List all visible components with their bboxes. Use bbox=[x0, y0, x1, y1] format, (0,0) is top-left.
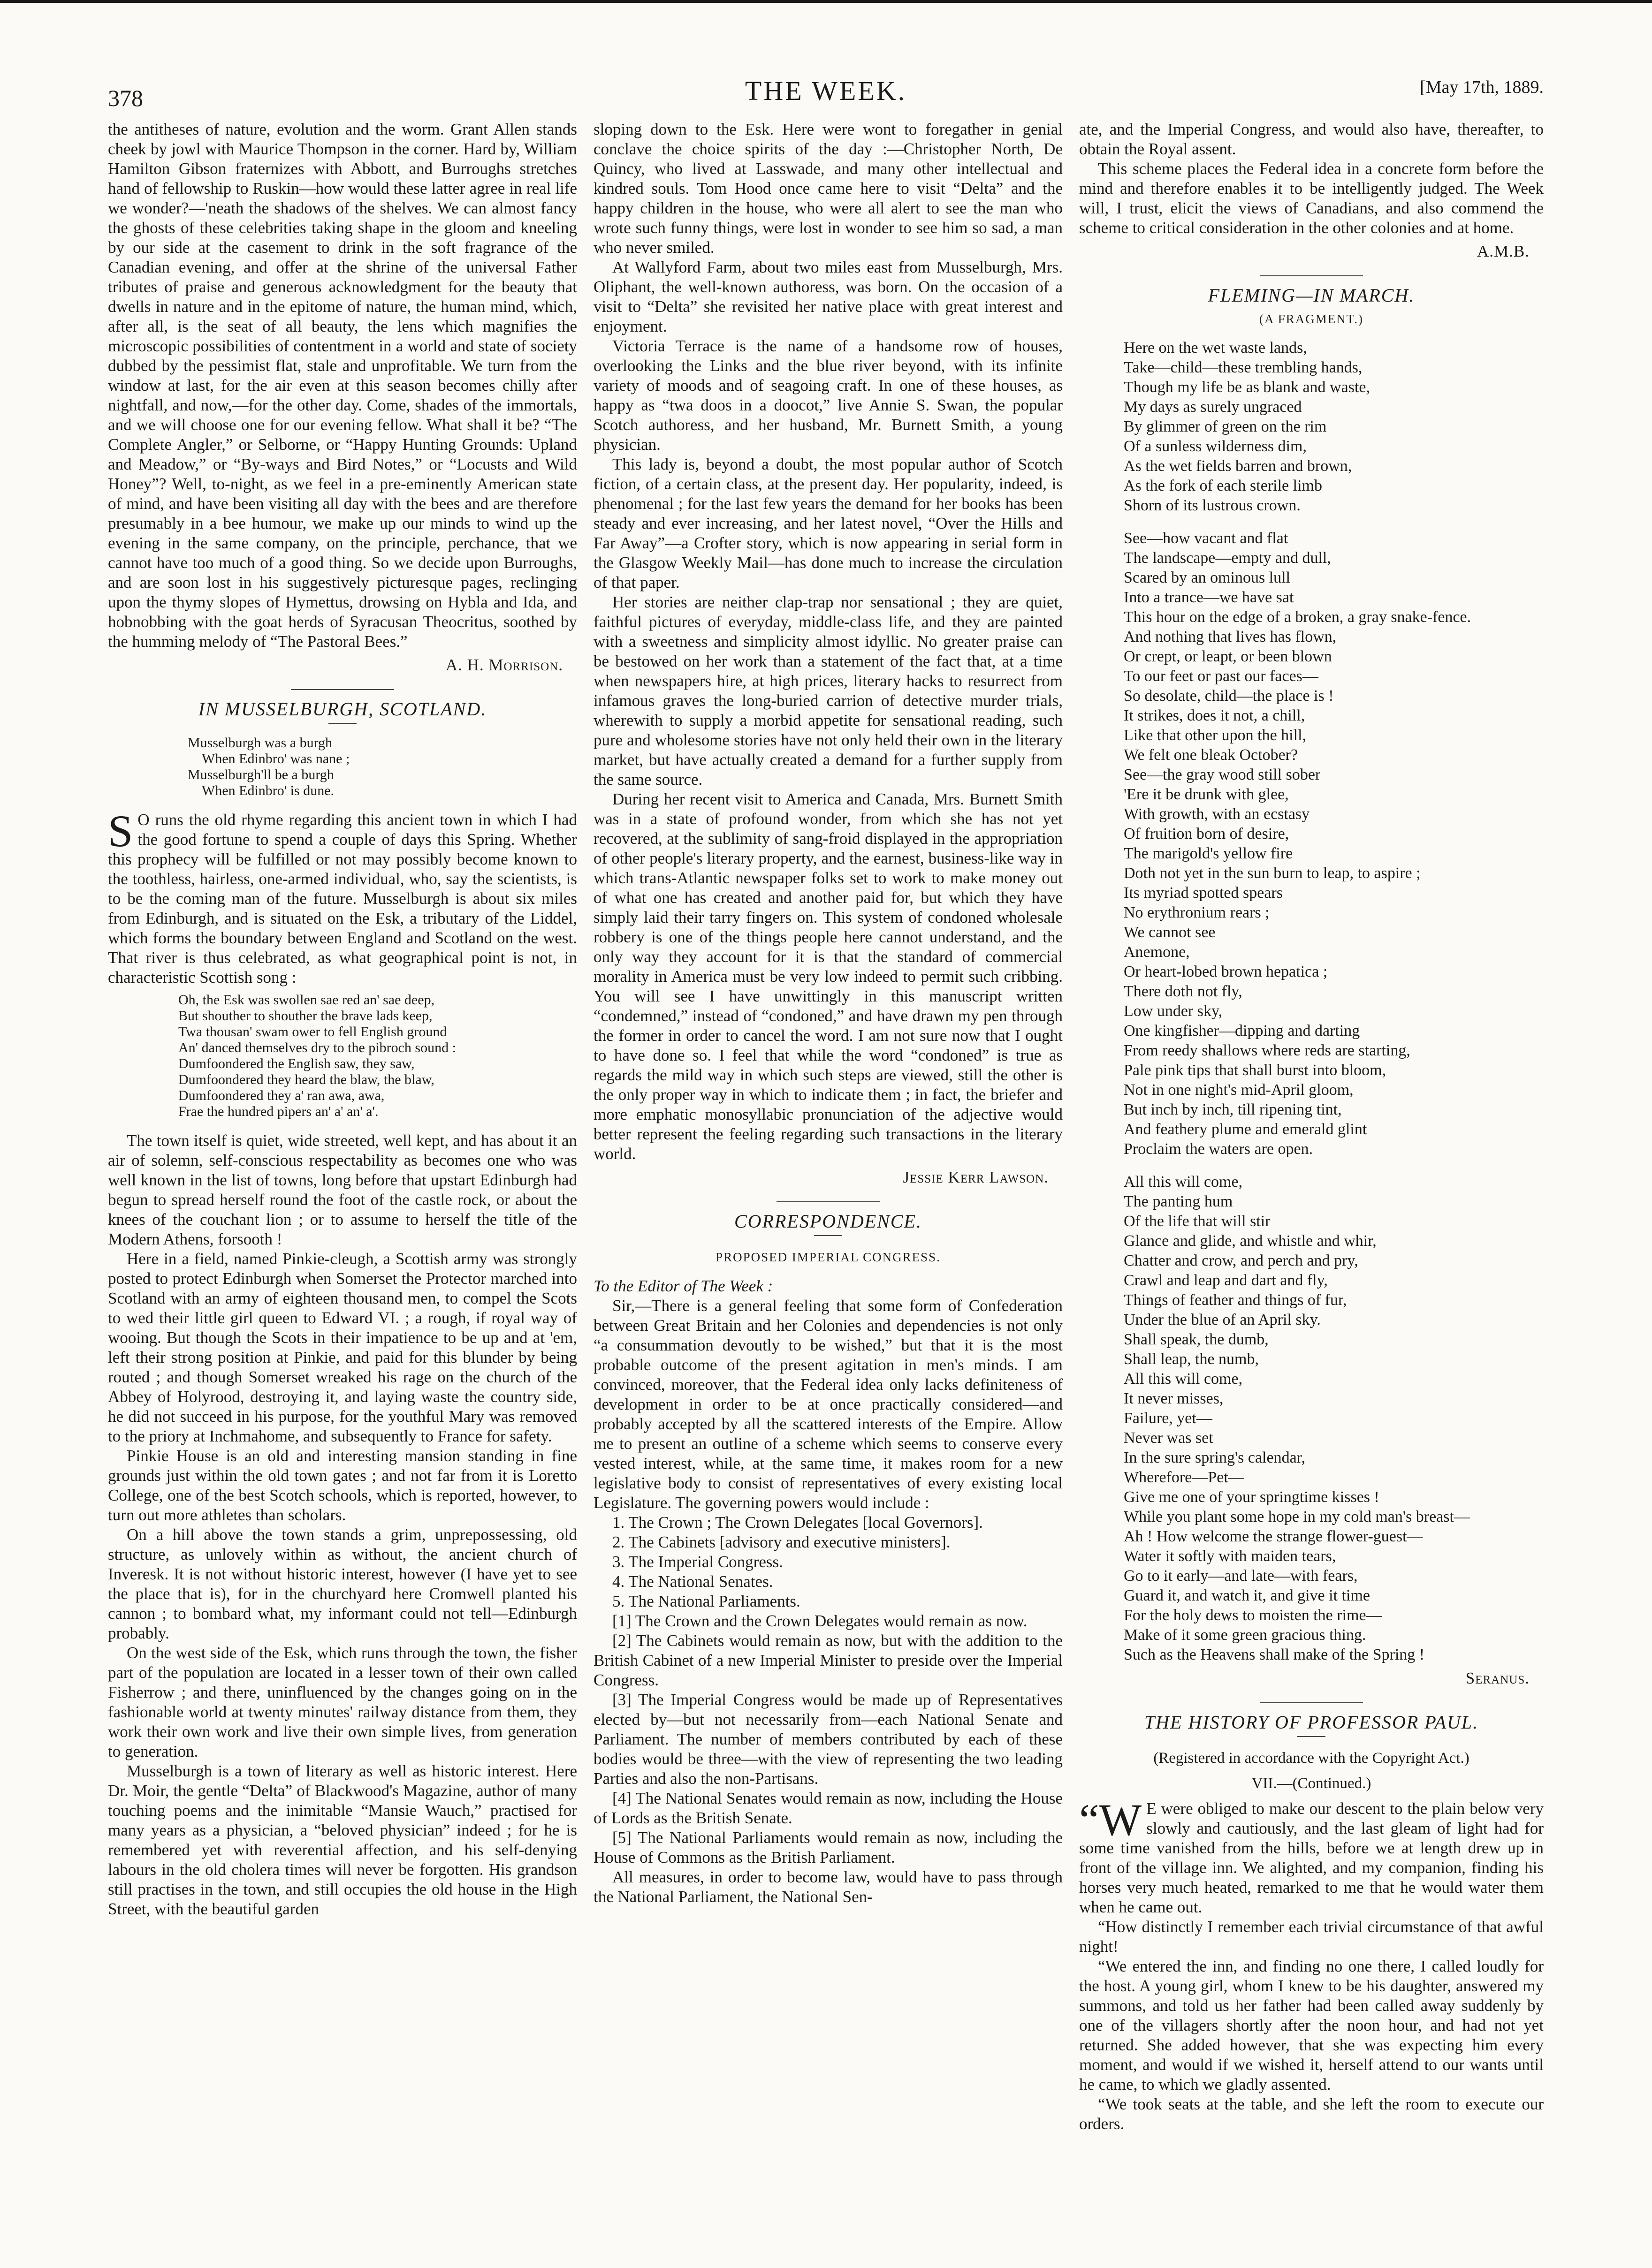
poem-line: As the wet fields barren and brown, bbox=[1124, 457, 1352, 475]
page-number: 378 bbox=[108, 85, 143, 111]
paragraph bbox=[1079, 1795, 1544, 1917]
paragraph bbox=[108, 806, 577, 987]
poem-line: Chatter and crow, and perch and pry, bbox=[1124, 1252, 1358, 1269]
poem-line: Though my life be as blank and waste, bbox=[1124, 379, 1370, 396]
paragraph: the antitheses of nature, evolution and the worm. Grant Allen stands cheek by jowl with Maurice Thompson in the corner. Hard by, William Hamilton Gibson fraternizes with Abbott, and Burroughs stretches hand of fellowship to Ruskin—how would these latter agree in real life we wonder?—'neath the shadows of the shelves. We can almost fancy the ghosts of these celebrities taking shape in the gloom and kneeling by our side at the casement to drink in the soft fragrance of the Canadian evening, and offer at the shrine of the universal Father tributes of praise and generous acknowledgment for the beauty that dwells in nature and in the epitome of nature, the human mind, which, after all, is the seat of all beauty, the lens which magnifies the microscopic possibilities of contentment in a world and state of society dubbed by the pessimist flat, stale and unprofitable. We turn from the window at last, for the air even at this season becomes chilly after nightfall, and now,—for the other day. Come, shades of the immortals, and we will choose one for our evening fellow. What shall it be? “The Complete Angler,” or Selborne, or “Happy Hunting Grounds: Upland and Meadow,” or “By-ways and Bird Notes,” or “Locusts and Wild Honey”? Well, to-night, as we feel in a pre-eminently American state of mind, and have been visiting all day with the bees and are therefore presumably in a bee humour, we make up our minds to wind up the evening in the same company, on the principle, perchance, that we cannot have too much of a good thing. So we decide upon Burroughs, and are soon lost in his suggestively picturesque pages, reclinging upon the thymy slopes of Hymettus, drowsing on Hybla and Ida, and hobnobbing with the goat herds of Syracusan Theocritus, soothed by the humming melody of “The Pastoral Bees.” bbox=[108, 120, 577, 651]
poem-line: Proclaim the waters are open. bbox=[1124, 1140, 1313, 1158]
poem-line: Here on the wet waste lands, bbox=[1124, 339, 1307, 357]
paragraph: [3] The Imperial Congress would be made up of Representatives elected by—but not necessarily from—each National Senate and Parliament. The number of members contributed by each of these bodies would be three—with the view of representing the two leading Parties and also the non-Partisans. bbox=[594, 1691, 1063, 1788]
verse-line: When Edinbro' was nane ; bbox=[202, 751, 350, 766]
paragraph: On a hill above the town stands a grim, unprepossessing, old structure, as unlovely within as without, the ancient church of Inveresk. It is not without historic interest, however (I have yet to see the place that is), for in the churchyard here Cromwell planted his cannon ; to bombard what, my informant could not tell—Edinburgh probably. bbox=[108, 1525, 577, 1642]
heading-rule bbox=[328, 723, 357, 724]
top-rule bbox=[0, 0, 1652, 3]
poem-line: Never was set bbox=[1124, 1429, 1213, 1447]
paragraph: Musselburgh is a town of literary as well as historic interest. Here Dr. Moir, the gentle “Delta” of Blackwood's Magazine, author of many touching poems and the inimitable “Mansie Wauch,” practised for many years as a physician, a “beloved physician” indeed ; for he is remembered yet with reverential affection, and his self-denying labours in the old cholera times will never be forgotten. His grandson still practises in the town, and still occupies the old house in the High Street, with the beautiful garden bbox=[108, 1762, 577, 1918]
heading-rule bbox=[1297, 1736, 1325, 1737]
paragraph: ate, and the Imperial Congress, and would also have, thereafter, to obtain the Royal assent. bbox=[1079, 120, 1544, 158]
poem-line: 'Ere it be drunk with glee, bbox=[1124, 786, 1289, 803]
paragraph: Sir,—There is a general feeling that some form of Confederation between Great Britain and her Colonies and dependencies is not only “a consummation devoutly to be wished,” but that it is the most probable outcome of the present agitation in men's minds. I am convinced, moreover, that the Federal idea only lacks definiteness of development in order to be at once practically considered—and probably accepted by all the scattered interests of the Empire. Allow me to present an outline of a scheme which seems to conserve every vested interest, while, at the same time, it makes room for a new legislative body to consist of representatives of every existing local Legislature. The governing powers would include : bbox=[594, 1297, 1063, 1512]
poem-line: Into a trance—we have sat bbox=[1124, 589, 1294, 606]
poem-line: And feathery plume and emerald glint bbox=[1124, 1121, 1367, 1138]
paragraph: [2] The Cabinets would remain as now, but with the addition to the British Cabinet of a new Imperial Minister to preside over the Imperial Congress. bbox=[594, 1631, 1063, 1689]
poem-subtitle: (A FRAGMENT.) bbox=[1259, 312, 1363, 326]
poem-line: No erythronium rears ; bbox=[1124, 904, 1270, 921]
poem-line: Doth not yet in the sun burn to leap, to aspire ; bbox=[1124, 865, 1421, 882]
paragraph: [4] The National Senates would remain as now, including the House of Lords as the British Senate. bbox=[594, 1789, 1063, 1827]
poem-line: My days as surely ungraced bbox=[1124, 398, 1302, 416]
paragraph-text: E were obliged to make our descent to the plain below very slowly and cautiously, and the last gleam of light had for some time vanished from the hills, before we at length drew up in front of the village inn. We alighted, and my companion, finding his horses very much heated, remarked to me that he would water them when he came out. bbox=[1079, 1799, 1544, 1916]
poem-line: Like that other upon the hill, bbox=[1124, 727, 1307, 744]
poem-line: Guard it, and watch it, and give it time bbox=[1124, 1587, 1370, 1604]
signature: Jessie Kerr Lawson. bbox=[903, 1168, 1049, 1186]
paragraph: At Wallyford Farm, about two miles east from Musselburgh, Mrs. Oliphant, the well-known authoress, was born. On the occasion of a visit to “Delta” she revisited her native place with great interest and enjoyment. bbox=[594, 258, 1063, 335]
section-divider bbox=[291, 689, 394, 690]
poem-line: Pale pink tips that shall burst into bloom, bbox=[1124, 1062, 1386, 1079]
poem-line: This hour on the edge of a broken, a gray snake-fence. bbox=[1124, 608, 1471, 626]
column-2 bbox=[594, 120, 1063, 1907]
copyright-note: (Registered in accordance with the Copyright Act.) bbox=[1153, 1750, 1469, 1767]
poem-line: Water it softly with maiden tears, bbox=[1124, 1547, 1336, 1565]
poem-line: Go to it early—and late—with fears, bbox=[1124, 1567, 1358, 1585]
paragraph: [1] The Crown and the Crown Delegates would remain as now. bbox=[612, 1612, 1028, 1630]
letter-subheading: PROPOSED IMPERIAL CONGRESS. bbox=[716, 1250, 941, 1264]
poem-line: Of a sunless wilderness dim, bbox=[1124, 438, 1307, 455]
paragraph: The town itself is quiet, wide streeted, well kept, and has about it an air of solemn, self-conscious respectability as becomes one who was well known in the list of towns, long before that upstart Edinburgh had begun to spread herself round the foot of the castle rock, or about the knees of the couchant lion ; or to assume to herself the title of the Modern Athens, forsooth ! bbox=[108, 1131, 577, 1248]
poem-line: And nothing that lives has flown, bbox=[1124, 628, 1337, 645]
paragraph: This scheme places the Federal idea in a concrete form before the mind and therefore enables it to be intelligently judged. The Week will, I trust, elicit the views of Canadians, and also commend the scheme to critical consideration in the other colonies and at home. bbox=[1079, 159, 1544, 237]
chapter-heading: VII.—(Continued.) bbox=[1251, 1775, 1371, 1792]
poem-line: In the sure spring's calendar, bbox=[1124, 1449, 1306, 1466]
poem-line: Shall speak, the dumb, bbox=[1124, 1331, 1269, 1348]
poem-line: So desolate, child—the place is ! bbox=[1124, 687, 1334, 705]
verse-line: An' danced themselves dry to the pibroch sound : bbox=[178, 1040, 456, 1055]
poem-line: Not in one night's mid-April gloom, bbox=[1124, 1081, 1354, 1099]
story-title: THE HISTORY OF PROFESSOR PAUL. bbox=[1144, 1712, 1479, 1733]
list-item: 2. The Cabinets [advisory and executive ministers]. bbox=[612, 1533, 951, 1551]
stanza bbox=[1124, 529, 1544, 1159]
article-heading: IN MUSSELBURGH, SCOTLAND. bbox=[198, 698, 487, 720]
paragraph: sloping down to the Esk. Here were wont to foregather in genial conclave the choice spirits of the day :—Christopher North, De Quincy, who lived at Lasswade, and many other intellectual and kindred souls. Tom Hood once came here to visit “Delta” and the happy children in the house, who were all alert to see the man who wrote such funny things, were lost in wonder to see him so sad, a man who never smiled. bbox=[594, 120, 1063, 257]
list-item: 4. The National Senates. bbox=[612, 1572, 773, 1591]
list-item: 3. The Imperial Congress. bbox=[612, 1553, 783, 1571]
poem-line: Ah ! How welcome the strange flower-guest— bbox=[1124, 1528, 1423, 1545]
poem-line: Or crept, or leapt, or been blown bbox=[1124, 648, 1332, 665]
poem-line: Things of feather and things of fur, bbox=[1124, 1291, 1347, 1309]
verse-line: Musselburgh'll be a burgh bbox=[188, 767, 334, 782]
paragraph: During her recent visit to America and Canada, Mrs. Burnett Smith was in a state of profound wonder, from which she has not yet recovered, at the sublimity of sang-froid displayed in the appropriation of other people's literary property, and the earnest, business-like way in which trans-Atlantic newspaper folks set to work to make money out of what one has created and another paid for, but which they have simply laid their tarry fingers on. This system of condoned wholesale robbery is one of the things people here cannot understand, and the only way they account for it is that the standard of commercial morality in America must be very low indeed to permit such cribbing. You will see I have unwittingly in this manuscript written “condemned,” instead of “condoned,” and have drawn my pen through the former in order to cancel the word. I am not sure now that I ought to have done so. I feel that while the word “condoned” is true as regards the mild way in which such steps are viewed, still the other is the only proper way in which to indicate them ; in fact, the briefer and more emphatic monosyllabic pronunciation of the adjective would better represent the feeling regarding such transactions in the literary world. bbox=[594, 790, 1063, 1163]
issue-date: [May 17th, 1889. bbox=[1420, 77, 1544, 97]
paragraph: On the west side of the Esk, which runs through the town, the fisher part of the population are located in a lesser town of their own called Fisherrow ; and there, uninfluenced by the changes going on in the fashionable world at twenty minutes' railway distance from them, they work their own work and live their own simple lives, from generation to generation. bbox=[108, 1644, 577, 1760]
poem-line: One kingfisher—dipping and darting bbox=[1124, 1022, 1360, 1039]
column-3 bbox=[1079, 120, 1544, 2134]
section-divider bbox=[777, 1201, 880, 1202]
verse-line: Dumfoondered the English saw, they saw, bbox=[178, 1056, 415, 1071]
poem-line: See—the gray wood still sober bbox=[1124, 766, 1321, 783]
verse-line: Dumfoondered they heard the blaw, the blaw, bbox=[178, 1072, 434, 1087]
poem-line: Of the life that will stir bbox=[1124, 1213, 1271, 1230]
poem-line: It never misses, bbox=[1124, 1390, 1224, 1407]
poem-line: As the fork of each sterile limb bbox=[1124, 477, 1322, 494]
stanza bbox=[1124, 1172, 1544, 1665]
poem-line: We cannot see bbox=[1124, 924, 1216, 941]
poem-line: But inch by inch, till ripening tint, bbox=[1124, 1101, 1342, 1118]
poem-title: FLEMING—IN MARCH. bbox=[1208, 285, 1415, 306]
poem-line: Crawl and leap and dart and fly, bbox=[1124, 1272, 1328, 1289]
signature: A. H. Morrison. bbox=[445, 656, 563, 674]
page-header bbox=[108, 70, 1544, 113]
column-1 bbox=[108, 120, 577, 1919]
verse-line: When Edinbro' is dune. bbox=[202, 783, 335, 798]
poem-line: It strikes, does it not, a chill, bbox=[1124, 707, 1305, 724]
rhyme bbox=[188, 735, 577, 799]
poem bbox=[1124, 338, 1544, 1665]
poem-line: Anemone, bbox=[1124, 943, 1190, 961]
poem-line: Failure, yet— bbox=[1124, 1410, 1212, 1427]
poem-line: While you plant some hope in my cold man's breast— bbox=[1124, 1508, 1470, 1525]
poem-line: The marigold's yellow fire bbox=[1124, 845, 1293, 862]
poem-line: There doth not fly, bbox=[1124, 983, 1242, 1000]
poem-line: Its myriad spotted spears bbox=[1124, 884, 1283, 902]
heading-rule bbox=[814, 1235, 842, 1236]
verse-line: Twa thousan' swam ower to fell English ground bbox=[178, 1024, 447, 1039]
song bbox=[178, 992, 577, 1120]
poem-line: From reedy shallows where reds are starting, bbox=[1124, 1042, 1410, 1059]
verse-line: Dumfoondered they a' ran awa, awa, bbox=[178, 1088, 385, 1103]
poem-line: To our feet or past our faces— bbox=[1124, 668, 1318, 685]
list-item: 5. The National Parliaments. bbox=[612, 1592, 800, 1610]
poem-line: See—how vacant and flat bbox=[1124, 530, 1288, 547]
poem-line: All this will come, bbox=[1124, 1370, 1243, 1388]
poem-line: Take—child—these trembling hands, bbox=[1124, 359, 1363, 376]
poem-line: Wherefore—Pet— bbox=[1124, 1469, 1244, 1486]
paragraph: “We took seats at the table, and she left the room to execute our orders. bbox=[1079, 2095, 1544, 2133]
poem-line: Such as the Heavens shall make of the Spring ! bbox=[1124, 1646, 1425, 1663]
poem-line: Glance and glide, and whistle and whir, bbox=[1124, 1232, 1377, 1250]
list-item: 1. The Crown ; The Crown Delegates [local Governors]. bbox=[612, 1513, 983, 1532]
letter-address: To the Editor of The Week : bbox=[594, 1277, 773, 1295]
section-divider bbox=[1260, 275, 1363, 276]
poem-line: Of fruition born of desire, bbox=[1124, 825, 1289, 842]
paragraph: “How distinctly I remember each trivial circumstance of that awful night! bbox=[1079, 1918, 1544, 1956]
paragraph: [5] The National Parliaments would remain as now, including the House of Commons as the British Parliament. bbox=[594, 1828, 1063, 1866]
masthead: THE WEEK. bbox=[745, 76, 907, 106]
verse-line: Frae the hundred pipers an' a' an' a'. bbox=[178, 1104, 379, 1119]
verse-line: But shouther to shouther the brave lads keep, bbox=[178, 1008, 433, 1024]
poem-line: Make of it some green gracious thing. bbox=[1124, 1626, 1366, 1644]
signature: A.M.B. bbox=[1477, 242, 1530, 260]
section-heading: CORRESPONDENCE. bbox=[734, 1211, 922, 1232]
drop-cap: “W bbox=[1079, 1795, 1142, 1845]
verse-line: Oh, the Esk was swollen sae red an' sae deep, bbox=[178, 992, 435, 1008]
signature: Seranus. bbox=[1465, 1669, 1530, 1687]
poem-line: By glimmer of green on the rim bbox=[1124, 418, 1327, 435]
paragraph: “We entered the inn, and finding no one there, I called loudly for the host. A young girl, whom I knew to be his daughter, answered my summons, and told us her father had been called away suddenly by one of the villagers shortly after the noon hour, and had not yet returned. She added however, that she was expecting him every moment, and would if we wished it, herself attend to our wants until he came, to which we gladly assented. bbox=[1079, 1957, 1544, 2094]
poem-line: Scared by an ominous lull bbox=[1124, 569, 1291, 586]
paragraph: Her stories are neither clap-trap nor sensational ; they are quiet, faithful pictures of everyday, middle-class life, and they are painted with a sweetness and simplicity almost idyllic. No greater praise can be bestowed on her work than a statement of the fact that, at a time when newspapers hire, at high prices, literary hacks to resurrect from infamous graves the long-buried carrion of detective murder trials, wherewith to supply a morbid appetite for sensational reading, such pure and wholesome stories have not only held their own in the literary market, but have actually created a demand for a further supply from the same source. bbox=[594, 593, 1063, 789]
poem-line: For the holy dews to moisten the rime— bbox=[1124, 1607, 1382, 1624]
paragraph-text: O runs the old rhyme regarding this ancient town in which I had the good fortune to spend a couple of days this Spring. Whether this prophecy will be fulfilled or not may possibly become known to the toothless, hairless, one-armed individual, who, say the scientists, is to be the coming man of the future. Musselburgh is about six miles from Edinburgh, and is situated on the Esk, a tributary of the Liddel, which forms the boundary between England and Scotland on the west. That river is thus celebrated, as what geographical point is not, in characteristic Scottish song : bbox=[108, 811, 577, 986]
paragraph: This lady is, beyond a doubt, the most popular author of Scotch fiction, of a certain class, at the present day. Her popularity, indeed, is phenomenal ; for the last few years the demand for her books has been steady and ever increasing, and her latest novel, “Over the Hills and Far Away”—a Crofter story, which is now appearing in serial form in the Glasgow Weekly Mail—has done much to increase the circulation of that paper. bbox=[594, 455, 1063, 592]
stanza bbox=[1124, 338, 1544, 516]
powers-list bbox=[612, 1513, 1063, 1611]
poem-line: Give me one of your springtime kisses ! bbox=[1124, 1488, 1379, 1506]
paragraph: Pinkie House is an old and interesting mansion standing in fine grounds just within the old town gates ; and not far from it is Loretto College, one of the best Scotch schools, which is reported, however, to turn out more athletes than scholars. bbox=[108, 1447, 577, 1524]
poem-line: Or heart-lobed brown hepatica ; bbox=[1124, 963, 1328, 980]
paragraph: All measures, in order to become law, would have to pass through the National Parliament, the National Sen- bbox=[594, 1868, 1063, 1906]
poem-line: The panting hum bbox=[1124, 1193, 1233, 1210]
drop-cap: S bbox=[108, 806, 133, 856]
poem-line: Shall leap, the numb, bbox=[1124, 1350, 1259, 1368]
section-divider bbox=[1260, 1702, 1363, 1703]
verse-line: Musselburgh was a burgh bbox=[188, 735, 333, 751]
paragraph: Here in a field, named Pinkie-cleugh, a Scottish army was strongly posted to protect Edinburgh when Somerset the Protector marched into Scotland with an army of eighteen thousand men, to compel the Scots to wed their little girl queen to Edward VI. ; a rough, if royal way of wooing. But though the Scots in their impatience to be up and at 'em, left their strong position at Pinkie, and paid for this blunder by being routed ; and though Somerset wreaked his rage on the church of the Abbey of Holyrood, destroying it, and laying waste the country side, he did not succeed in his purpose, for the youthful Mary was removed to the priory at Inchmahome, and subsequently to France for safety. bbox=[108, 1250, 577, 1445]
poem-line: All this will come, bbox=[1124, 1173, 1243, 1191]
poem-line: With growth, with an ecstasy bbox=[1124, 805, 1310, 823]
poem-line: We felt one bleak October? bbox=[1124, 746, 1298, 764]
paragraph: Victoria Terrace is the name of a handsome row of houses, overlooking the Links and the blue river beyond, with its infinite variety of moods and of seagoing craft. In one of these houses, as happy as “twa doos in a doocot,” live Annie S. Swan, the popular Scotch authoress, and her husband, Mr. Burnett Smith, a young physician. bbox=[594, 337, 1063, 454]
poem-line: The landscape—empty and dull, bbox=[1124, 549, 1331, 567]
poem-line: Low under sky, bbox=[1124, 1002, 1223, 1020]
poem-line: Shorn of its lustrous crown. bbox=[1124, 497, 1301, 514]
poem-line: Under the blue of an April sky. bbox=[1124, 1311, 1321, 1328]
